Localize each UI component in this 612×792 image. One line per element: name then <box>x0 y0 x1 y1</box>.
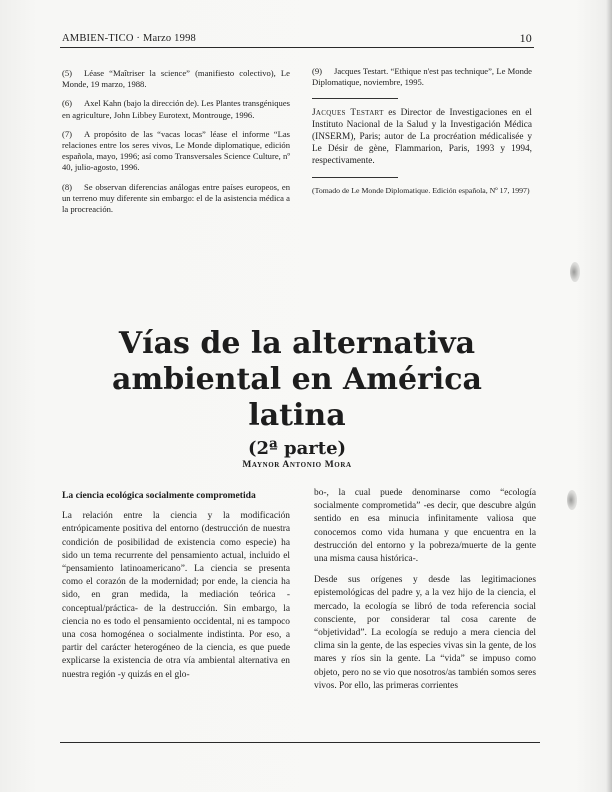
section-divider <box>312 98 398 99</box>
article-title <box>60 326 534 462</box>
footnote <box>62 182 290 216</box>
footnotes-right-column <box>312 66 532 204</box>
body-paragraph: La relación entre la ciencia y la modificación entrópicamente positiva del entorno (destrucción de nuestra condición de posibilidad de existencia como especie) ha sido un tema recurrente del pensamiento actual, incluido el “pensamiento latinoamericano”. La ciencia se presenta como el corazón de la modernidad; por ende, la ciencia ha sido, en gran medida, la mediación teórica -conceptual/práctica- de la destrucción. Sin embargo, la ciencia no es todo el pensamiento occidental, ni es tampoco una cosa homogénea o socialmente indistinta. Por eso, a partir del carácter heterogéneo de la ciencia, es que puede explicarse la existencia de otra vía ambiental alternativa en nuestra región -y quizás en el glo- <box>62 511 290 680</box>
page-number: 10 <box>519 31 532 45</box>
author-byline: Maynor Antonio Mora <box>242 460 352 470</box>
title-line-2: ambiental en América latina <box>112 362 482 433</box>
article-column-left <box>62 489 290 682</box>
article-column-right <box>314 487 536 701</box>
footnote <box>62 129 290 174</box>
header-rule <box>60 47 534 48</box>
footnotes-left-column <box>62 68 290 223</box>
section-heading: La ciencia ecológica socialmente comprometida <box>62 490 256 501</box>
bio-text: es Director de Investigaciones en el Instituto Nacional de la Salud y la Investigación Médica (INSERM), Paris; autor de La procréation médicalisée y Le Désir de gène, Flammarion, Paris, 1993 y 1994, respectivamente. <box>312 108 532 167</box>
footnote <box>62 98 290 120</box>
footer-rule <box>60 742 540 743</box>
footnote-number: (9) <box>312 66 323 76</box>
title-line-1: Vías de la alternativa <box>118 326 476 361</box>
body-paragraph: bo-, la cual puede denominarse como “ecología socialmente comprometida” -es decir, que descubre algún sentido en esa minucia infinitamente valiosa que conocemos como vida humana y que encuentra en la destrucción del entorno y la pobreza/muerte de la gente una misma causa histórica-. <box>314 488 536 565</box>
running-header <box>62 31 532 47</box>
source-citation: (Tomado de Le Monde Diplomatique. Edición española, Nº 17, 1997) <box>312 186 530 196</box>
footnote-number: (5) <box>62 68 73 78</box>
author-bio <box>312 107 532 167</box>
footnote-text: A propósito de las “vacas locas” léase el informe “Las relaciones entre los seres vivos, Le Monde diplomatique, edición española, mayo, 1996; así como Transversales Science Culture, nº 40, julio-agosto, 1996. <box>62 128 290 173</box>
footnote-number: (7) <box>62 128 73 139</box>
binder-hole <box>570 262 580 282</box>
section-divider <box>312 177 398 178</box>
footnote-number: (6) <box>62 98 73 109</box>
footnote-text: Jacques Testart. “Ethique n'est pas technique”, Le Monde Diplomatique, noviembre, 1995. <box>312 66 532 88</box>
footnote-text: Léase “Maîtriser la science” (manifiesto colectivo), Le Monde, 19 marzo, 1988. <box>62 68 290 90</box>
publication-label: AMBIEN-TICO · Marzo 1998 <box>62 33 196 44</box>
page-edge-shadow <box>606 0 612 792</box>
article-subtitle: (2ª parte) <box>247 438 347 459</box>
footnote <box>62 68 290 90</box>
footnote-number: (8) <box>62 181 73 192</box>
bio-author-name: Jacques Testart <box>312 108 384 119</box>
footnote <box>312 66 532 88</box>
body-paragraph: Desde sus orígenes y desde las legitimaciones epistemológicas del padre y, a la vez hijo de la ciencia, el mercado, la ecología se libró de toda referencia social consciente, por considerar tal cosa carente de “objetividad”. La ecología se redujo a mera ciencia del clima sin la gente, de las especies vivas sin la gente, de los mares y ríos sin la gente. La “vida” se impuso como objeto, pero no se vio que nosotros/as también somos seres vivos. Por ello, las primeras corrientes <box>314 575 536 691</box>
footnote-text: Se observan diferencias análogas entre países europeos, en un terreno muy diferente sin embargo: el de la asistencia médica a la procreación. <box>62 181 290 215</box>
footnote-text: Axel Kahn (bajo la dirección de). Les Plantes transgéniques en agriculture, John Libbey Eurotext, Montrouge, 1996. <box>62 98 290 120</box>
binder-hole <box>567 490 577 510</box>
